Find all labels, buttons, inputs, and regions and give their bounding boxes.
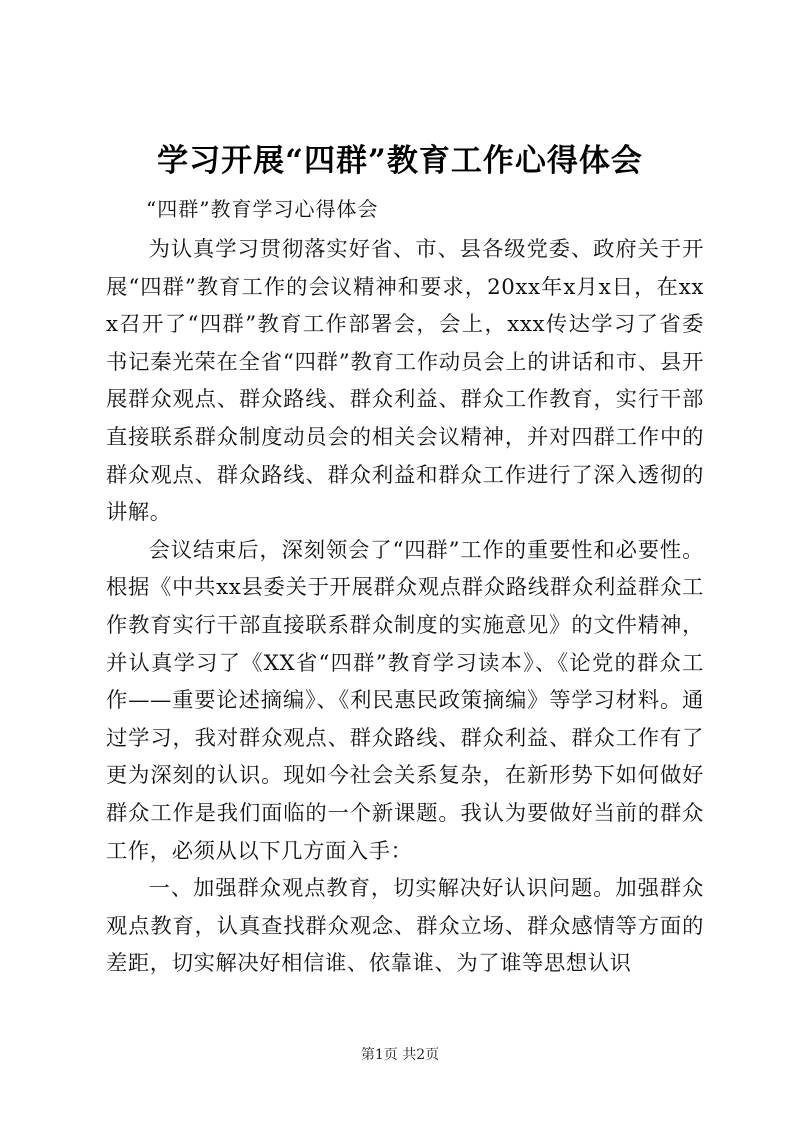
paragraph-2: 会议结束后，深刻领会了“四群”工作的重要性和必要性。根据《中共xx县委关于开展群众观点群众路线群众利益群众工作教育实行干部直接联系群众制度的实施意见》的文件精神，并认真学习了《XX省“四群”教育学习读本》、《论党的群众工作——重要论述摘编》、《利民惠民政策摘编》等学习材料。通过学习，我对群众观点、群众路线、群众利益、群众工作有了更为深刻的认识。现如今社会关系复杂，在新形势下如何做好群众工作是我们面临的一个新课题。我认为要做好当前的群众工作，必须从以下几方面入手： — [106, 537, 704, 864]
paragraph-1: 为认真学习贯彻落实好省、市、县各级党委、政府关于开展“四群”教育工作的会议精神和要求，20xx年x月x日，在xxx召开了“四群”教育工作部署会，会上，xxx传达学习了省委书记秦光荣在全省“四群”教育工作动员会上的讲话和市、县开展群众观点、群众路线、群众利益、群众工作教育，实行干部直接联系群众制度动员会的相关会议精神，并对四群工作中的群众观点、群众路线、群众利益和群众工作进行了深入透彻的讲解。 — [106, 237, 704, 526]
document-title: 学习开展“四群”教育工作心得体会 — [157, 143, 643, 179]
page-number-footer: 第1页 共2页 — [360, 1047, 440, 1063]
document-subtitle: “四群”教育学习心得体会 — [146, 197, 379, 221]
document-body — [106, 231, 704, 983]
paragraph-3: 一、加强群众观点教育，切实解决好认识问题。加强群众观点教育，认真查找群众观念、群众立场、群众感情等方面的差距，切实解决好相信谁、依靠谁、为了谁等思想认识 — [106, 876, 704, 977]
